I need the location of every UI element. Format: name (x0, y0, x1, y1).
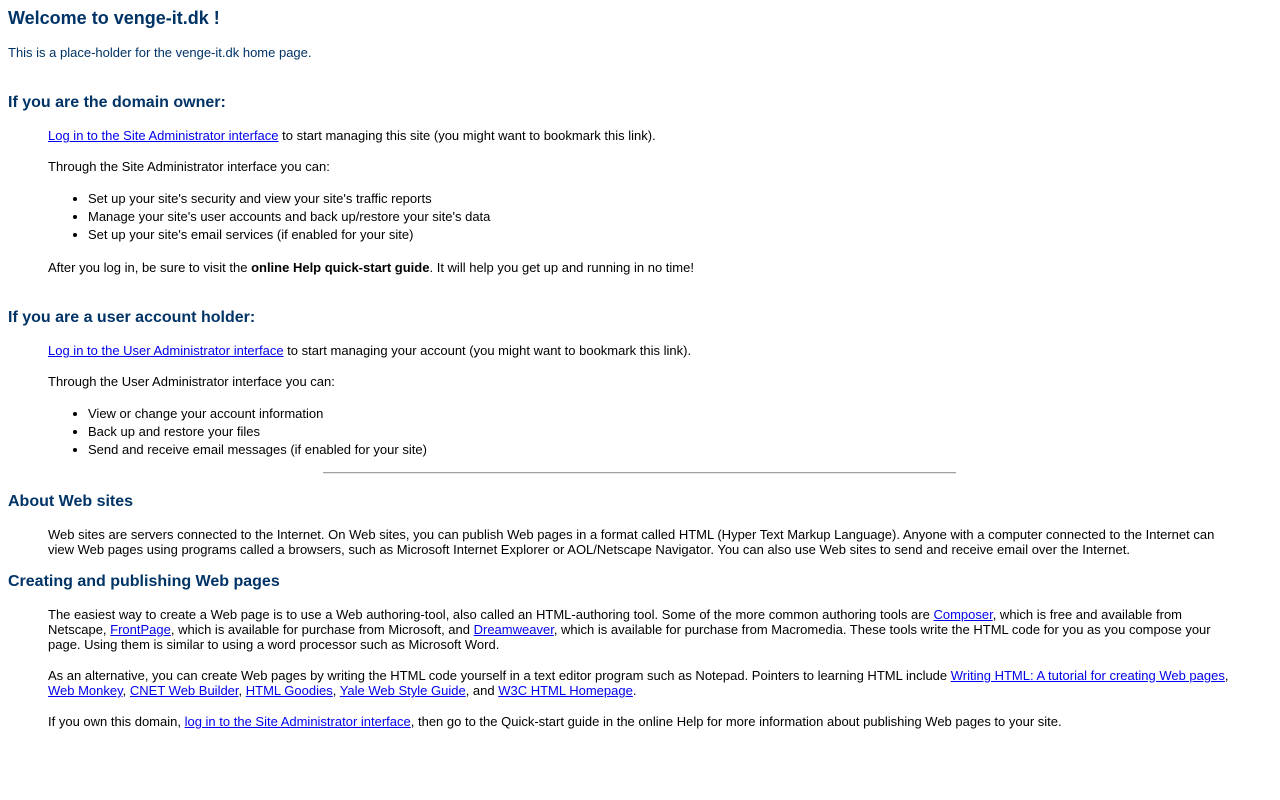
user-admin-login-link[interactable]: Log in to the User Administrator interface (48, 343, 284, 358)
text-segment: , which is available for purchase from Microsoft, and (170, 622, 474, 637)
owner-heading: If you are the domain owner: (8, 94, 226, 111)
text-segment: As an alternative, you can create Web pages by writing the HTML code yourself in a text editor program such as Notepad. Pointers to learning HTML include (48, 668, 951, 683)
page-title: Welcome to venge-it.dk ! (8, 8, 220, 28)
frontpage-link[interactable]: FrontPage (110, 622, 171, 637)
text-segment: The easiest way to create a Web page is to use a Web authoring-tool, also called an HTML-authoring tool. Some of the more common authoring tools are (48, 607, 934, 622)
text-segment: , which is available for purchase from Macromedia. These tools write the HTML code for you as you compose your page. Using them is similar to using a word processor such as Microsoft Word. (48, 622, 1211, 652)
text-segment: , (332, 683, 340, 698)
intro-text: This is a place-holder for the venge-it.dk home page. (8, 45, 312, 60)
domain-owner-paragraph (48, 714, 1238, 729)
w3c-html-homepage-link[interactable]: W3C HTML Homepage (498, 683, 633, 698)
text-segment: If you own this domain, (48, 714, 185, 729)
site-admin-login-link-2[interactable]: log in to the Site Administrator interface (184, 714, 411, 729)
list-item: • Set up your site's security and view your site's traffic reports (88, 190, 490, 208)
composer-link[interactable]: Composer (933, 607, 993, 622)
list-item: • View or change your account information (88, 405, 427, 423)
owner-capabilities-list (48, 190, 490, 244)
web-monkey-link[interactable]: Web Monkey (48, 683, 123, 698)
text-segment: . (632, 683, 637, 698)
html-pointers-paragraph (48, 668, 1238, 698)
text-segment: , which is free and available from Netscape, (48, 607, 1183, 637)
owner-after-post: . It will help you get up and running in no time! (429, 260, 694, 275)
about-heading: About Web sites (8, 493, 134, 510)
about-text: Web sites are servers connected to the Internet. On Web sites, you can publish Web pages in a format called HTML (Hyper Text Markup Language). Anyone with a computer connected to the Internet can view Web pages using programs called a browsers, such as Microsoft Internet Explorer or AOL/Netscape Navigator. You can also use Web sites to send and receive email over the Internet. (48, 527, 1215, 557)
text-segment: , (238, 683, 246, 698)
list-item: • Manage your site's user accounts and back up/restore your site's data (88, 208, 490, 226)
site-admin-login-link[interactable]: Log in to the Site Administrator interface (48, 128, 279, 143)
user-login-paragraph (48, 343, 1238, 358)
list-item: • Back up and restore your files (88, 423, 427, 441)
help-guide-label: online Help quick-start guide (251, 260, 430, 275)
cnet-web-builder-link[interactable]: CNET Web Builder (129, 683, 239, 698)
text-segment: , (122, 683, 130, 698)
list-item: • Send and receive email messages (if enabled for your site) (88, 441, 427, 459)
writing-html-link[interactable]: Writing HTML: A tutorial for creating Web pages (950, 668, 1225, 683)
owner-login-paragraph (48, 128, 1238, 143)
text-segment: , then go to the Quick-start guide in the online Help for more information about publishing Web pages to your site. (410, 714, 1062, 729)
dreamweaver-link[interactable]: Dreamweaver (473, 622, 554, 637)
text-segment: , (1224, 668, 1229, 683)
user-through-text: Through the User Administrator interface you can: (48, 374, 335, 389)
user-capabilities-list (48, 405, 427, 459)
creating-heading: Creating and publishing Web pages (8, 573, 280, 590)
text-segment: , and (465, 683, 499, 698)
owner-after-paragraph (48, 260, 1238, 275)
divider (323, 472, 956, 474)
user-heading: If you are a user account holder: (8, 309, 256, 326)
authoring-tools-paragraph (48, 607, 1238, 652)
html-goodies-link[interactable]: HTML Goodies (245, 683, 333, 698)
owner-after-pre: After you log in, be sure to visit the (48, 260, 252, 275)
user-login-rest: to start managing your account (you might want to bookmark this link). (283, 343, 692, 358)
list-item: • Set up your site's email services (if enabled for your site) (88, 226, 490, 244)
yale-style-guide-link[interactable]: Yale Web Style Guide (339, 683, 466, 698)
owner-login-rest: to start managing this site (you might want to bookmark this link). (278, 128, 656, 143)
owner-through-text: Through the Site Administrator interface you can: (48, 159, 330, 174)
